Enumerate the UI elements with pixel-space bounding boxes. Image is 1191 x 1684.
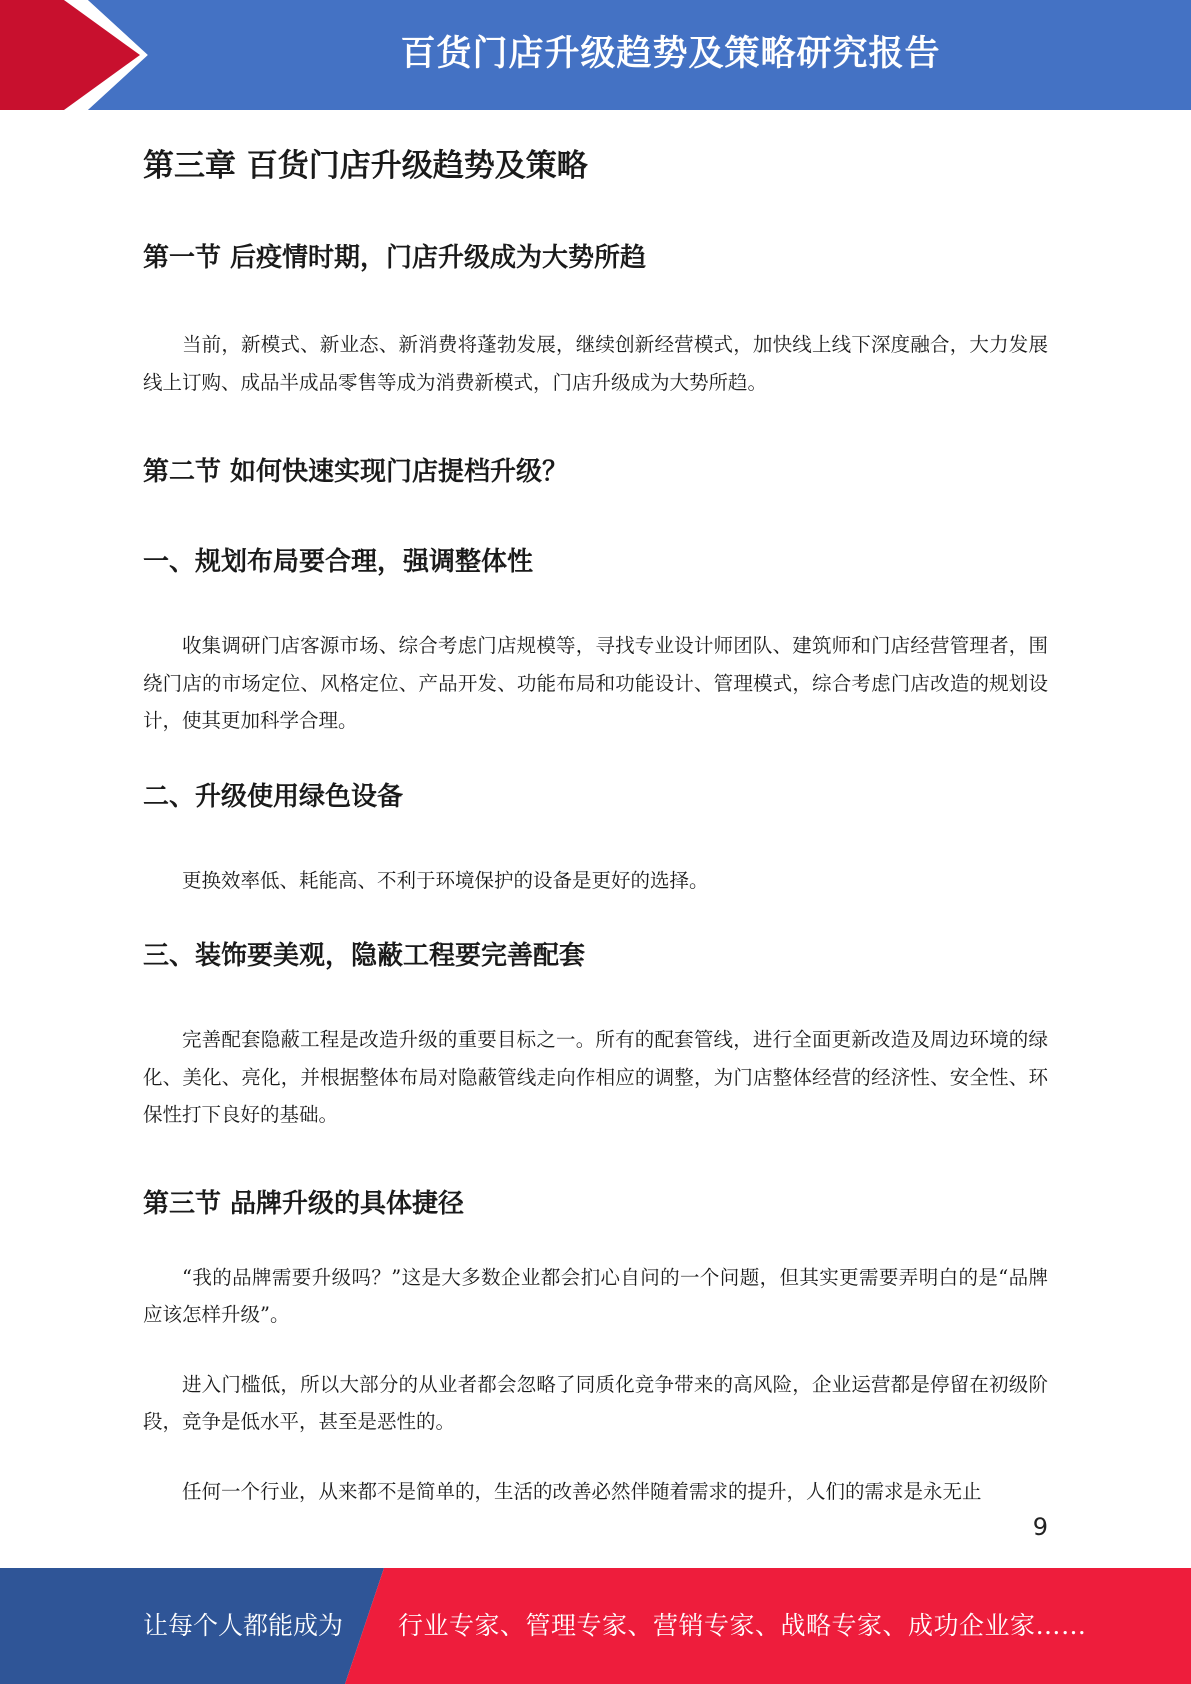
footer-slogan-right: 行业专家、管理专家、营销专家、战略专家、成功企业家…… (398, 1611, 1087, 1640)
subsection-3-paragraph: 完善配套隐蔽工程是改造升级的重要目标之一。所有的配套管线，进行全面更新改造及周边环境的绿化、美化、亮化，并根据整体布局对隐蔽管线走向作相应的调整，为门店整体经营的经济性、安全性、环保性打下良好的基础。 (143, 1028, 1048, 1126)
section-3-paragraph: “我的品牌需要升级吗？”这是大多数企业都会扪心自问的一个问题，但其实更需要弄明白的是“品牌应该怎样升级”。 (143, 1265, 1048, 1326)
page-content (143, 110, 1048, 1510)
section-2-heading: 第二节 如何快速实现门店提档升级？ (143, 457, 569, 487)
report-title: 百货门店升级趋势及策略研究报告 (400, 34, 941, 74)
subsection-2-paragraph: 更换效率低、耗能高、不利于环境保护的设备是更好的选择。 (182, 868, 709, 892)
section-3-paragraph: 任何一个行业，从来都不是简单的，生活的改善必然伴随着需求的提升，人们的需求是永无止 (182, 1479, 982, 1503)
page-header (0, 0, 1191, 110)
footer-slogan-left: 让每个人都能成为 (143, 1611, 344, 1640)
section-3-paragraph: 进入门槛低，所以大部分的从业者都会忽略了同质化竞争带来的高风险，企业运营都是停留在初级阶段，竞争是低水平，甚至是恶性的。 (143, 1372, 1048, 1433)
subsection-2-heading: 二、升级使用绿色设备 (143, 781, 404, 812)
subsection-1-paragraph: 收集调研门店客源市场、综合考虑门店规模等，寻找专业设计师团队、建筑师和门店经营管理者，围绕门店的市场定位、风格定位、产品开发、功能布局和功能设计、管理模式，综合考虑门店改造的规划设计，使其更加科学合理。 (143, 634, 1048, 732)
section-1-heading: 第一节 后疫情时期，门店升级成为大势所趋 (143, 243, 647, 273)
section-3-heading: 第三节 品牌升级的具体捷径 (143, 1188, 465, 1219)
subsection-3-heading: 三、装饰要美观，隐蔽工程要完善配套 (143, 941, 586, 971)
page-number: 9 (1032, 1513, 1048, 1541)
section-1-paragraph: 当前，新模式、新业态、新消费将蓬勃发展，继续创新经营模式，加快线上线下深度融合，大力发展线上订购、成品半成品零售等成为消费新模式，门店升级成为大势所趋。 (143, 333, 1048, 394)
chapter-heading: 第三章 百货门店升级趋势及策略 (143, 148, 588, 184)
subsection-1-heading: 一、规划布局要合理，强调整体性 (143, 547, 534, 577)
page-footer (0, 1568, 1191, 1684)
